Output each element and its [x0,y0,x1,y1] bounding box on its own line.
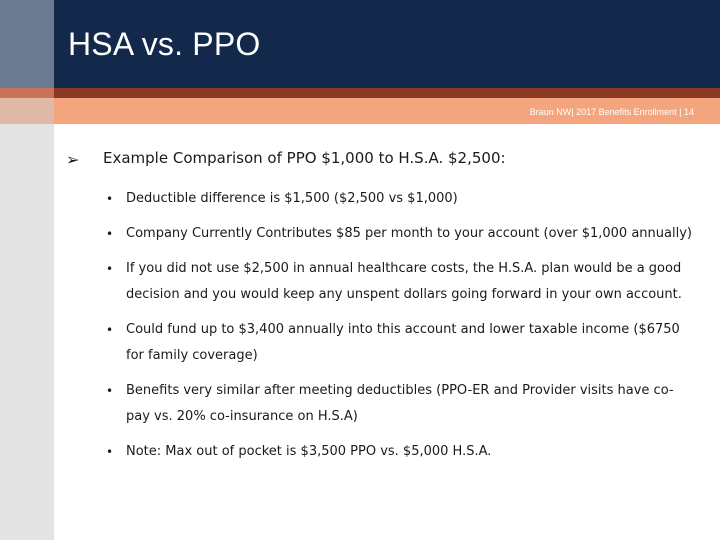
bullet-item [106,439,696,465]
bullet-item [106,221,696,247]
accent-bar-left-block [0,88,54,98]
bullet-text: Company Currently Contributes $85 per month to your account (over $1,000 annually) [126,226,692,241]
slide-footer: Braun NW| 2017 Benefits Enrollment | 14 [529,107,694,117]
slide-title: HSA vs. PPO [68,26,261,62]
section-heading: Example Comparison of PPO $1,000 to H.S.A. $2,500: [103,149,506,167]
accent-bar [0,88,720,98]
bullet-text: Could fund up to $3,400 annually into this account and lower taxable income ($6750 for family coverage) [126,322,680,363]
bullet-text: If you did not use $2,500 in annual healthcare costs, the H.S.A. plan would be a good decision and you would keep any unspent dollars going forward in your own account. [126,261,682,302]
bullet-item [106,378,696,430]
bullet-text: Deductible difference is $1,500 ($2,500 vs $1,000) [126,191,458,206]
bullet-dot-icon: • [106,384,114,398]
title-bar [0,0,720,88]
bullet-dot-icon: • [106,445,114,459]
arrow-bullet-icon: ➢ [66,150,80,169]
title-bar-left-block [0,0,54,88]
bullet-dot-icon: • [106,227,114,241]
bullet-dot-icon: • [106,323,114,337]
bullet-list [106,186,696,474]
bullet-dot-icon: • [106,262,114,276]
bullet-dot-icon: • [106,192,114,206]
bullet-text: Benefits very similar after meeting deductibles (PPO-ER and Provider visits have co-pay vs. 20% co-insurance on H.S.A) [126,383,674,424]
bullet-item [106,186,696,212]
footer-band-left-block [0,98,54,124]
bullet-item [106,317,696,369]
bullet-item [106,256,696,308]
bullet-text: Note: Max out of pocket is $3,500 PPO vs. $5,000 H.S.A. [126,444,492,459]
